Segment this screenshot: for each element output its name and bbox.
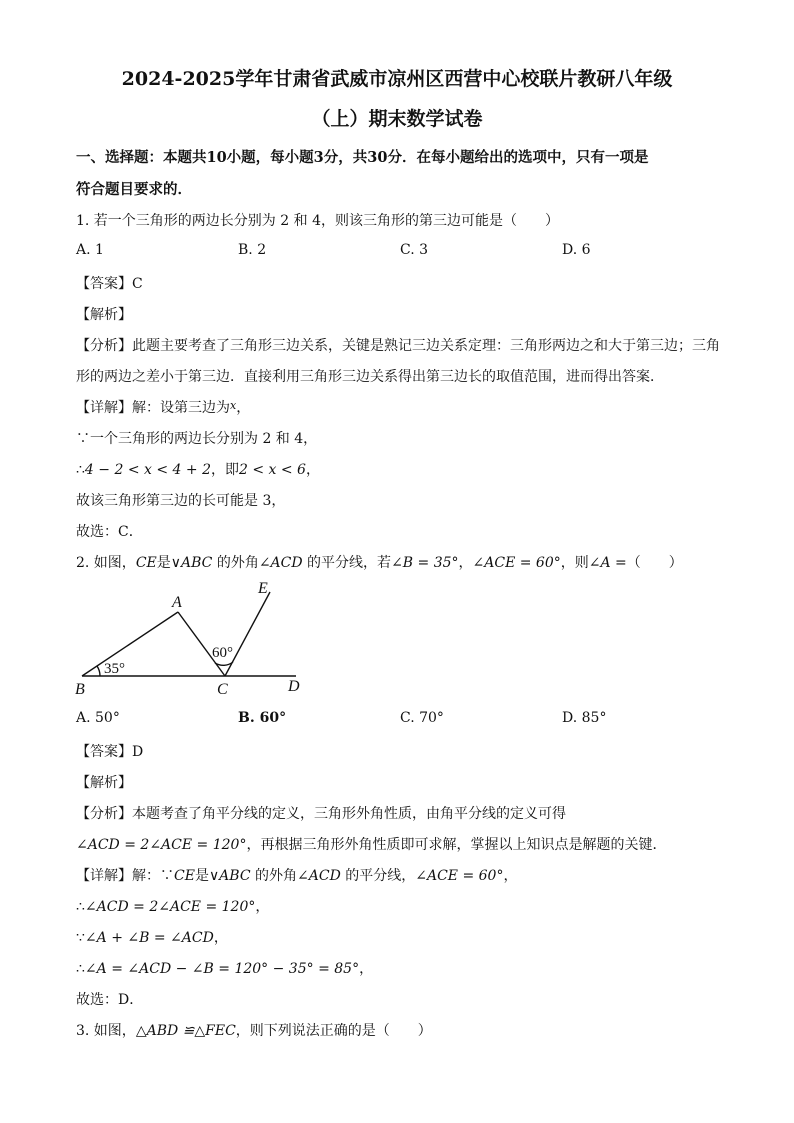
q1-detail-1-text: 【详解】解：设第三边为 (76, 400, 230, 416)
q2-detail-formula-1: ∠ACD = 2∠ACE = 120° (84, 899, 256, 915)
q1-fenxi-line1: 【分析】此题主要考查了三角形三边关系，关键是熟记三边关系定理：三角形两边之和大于第三边；三角 (76, 338, 720, 354)
q1-option-b: B. 2 (238, 242, 267, 258)
q2-detail-bisector: 的平分线， (340, 868, 416, 884)
q1-stem: 1. 若一个三角形的两边长分别为 2 和 4，则该三角形的第三边可能是（ ） (76, 213, 559, 229)
q1-detail-line5: 故选：C． (76, 524, 143, 540)
q1-detail-line2: ∵一个三角形的两边长分别为 2 和 4， (76, 431, 318, 447)
label-d: D (288, 678, 300, 695)
section-heading-line2: 符合题目要求的． (76, 181, 192, 198)
exam-title-line1: 2024-2025学年甘肃省武威市凉州区西营中心校联片教研八年级 (121, 68, 673, 90)
q2-detail-ce: CE (174, 868, 195, 884)
q2-stem-triangle: ∨ABC (170, 555, 213, 571)
q2-stem-bisector: 的平分线，若 (302, 555, 392, 571)
q1-option-a: A. 1 (76, 242, 104, 258)
q2-option-a: A. 50° (76, 710, 120, 726)
q2-detail-exterior: 的外角 (250, 868, 298, 884)
q1-inequality-1: 4 − 2 < x < 4 + 2 (84, 462, 211, 478)
q2-stem-is: 是 (156, 555, 171, 571)
q1-detail-line4: 故该三角形第三边的长可能是 3， (76, 493, 286, 509)
q2-detail-angle-ace: ∠ACE = 60° (415, 868, 504, 884)
q2-stem-then: ，则 (560, 555, 589, 571)
label-e: E (258, 580, 268, 597)
q2-detail-line5: 故选：D． (76, 992, 144, 1008)
q2-detail-prefix: 【详解】解：∵ (76, 868, 174, 884)
q2-stem-ce: CE (135, 555, 157, 571)
q2-detail-comma-2: ， (255, 899, 270, 915)
q2-option-b: B. 60° (238, 710, 287, 726)
q2-detail-line1 (76, 865, 517, 885)
q2-fenxi-line2 (76, 834, 666, 854)
q2-detail-comma-3: ， (213, 930, 228, 946)
q2-detail-formula-3: ∠A = ∠ACD − ∠B = 120° − 35° = 85° (84, 961, 360, 977)
q2-detail-line2 (76, 896, 269, 916)
q2-stem-bracket: （ ） (626, 555, 683, 571)
q2-stem-angle-ace: ∠ACE = 60° (472, 555, 561, 571)
q1-option-c: C. 3 (400, 242, 429, 258)
q1-detail-3-end: ， (305, 462, 320, 478)
q1-answer: 【答案】C (76, 276, 143, 292)
segment-ba (82, 612, 178, 676)
q2-analysis-label: 【解析】 (76, 775, 132, 791)
q2-detail-line4 (76, 958, 373, 978)
q2-detail-comma: ， (503, 868, 518, 884)
q2-stem-comma: ， (458, 555, 473, 571)
q2-detail-comma-4: ， (359, 961, 374, 977)
q3-stem-prefix: 3. 如图， (76, 1023, 136, 1039)
q2-stem-angle-a: ∠A = (588, 555, 627, 571)
q2-option-c: C. 70° (400, 710, 444, 726)
therefore-symbol: ∴ (76, 961, 85, 977)
q3-stem-text: ，则下列说法正确的是（ ） (235, 1023, 432, 1039)
q2-detail-is: 是 (194, 868, 209, 884)
q1-detail-1-var: x (230, 399, 237, 412)
q2-option-d: D. 85° (562, 710, 607, 726)
q2-detail-angle-acd: ∠ACD (297, 868, 341, 884)
label-a: A (172, 594, 182, 611)
label-b: B (75, 681, 85, 698)
q1-fenxi-line2: 形的两边之差小于第三边．直接利用三角形三边关系得出第三边长的取值范围，进而得出答案． (76, 369, 664, 385)
q3-stem (76, 1020, 432, 1040)
q1-detail-line1 (76, 397, 250, 417)
q2-fenxi-text: ，再根据三角形外角性质即可求解，掌握以上知识点是解题的关键． (246, 837, 667, 853)
angle-label-c: 60° (212, 645, 233, 661)
q1-inequality-2: 2 < x < 6 (238, 462, 306, 478)
q2-answer: 【答案】D (76, 744, 144, 760)
therefore-symbol: ∴ (76, 899, 85, 915)
because-symbol: ∵ (76, 930, 85, 946)
segment-ac (178, 612, 225, 676)
q1-detail-line3 (76, 459, 320, 479)
q2-detail-line3 (76, 927, 228, 947)
exam-title-line2: （上）期末数学试卷 (311, 108, 483, 130)
q2-detail-formula-2: ∠A + ∠B = ∠ACD (84, 930, 214, 946)
q2-triangle-figure (72, 578, 312, 700)
q2-stem-prefix: 2. 如图， (76, 555, 136, 571)
q2-stem-angle-b: ∠B = 35° (391, 555, 459, 571)
q3-congruence: △ABD ≌△FEC (135, 1023, 236, 1039)
q1-analysis-label: 【解析】 (76, 307, 132, 323)
q2-fenxi-formula: ∠ACD = 2∠ACE = 120° (76, 837, 247, 853)
therefore-symbol: ∴ (76, 462, 85, 478)
q2-stem (76, 552, 683, 572)
q1-detail-3-text: ，即 (210, 462, 239, 478)
q2-fenxi-line1: 【分析】本题考查了角平分线的定义，三角形外角性质，由角平分线的定义可得 (76, 806, 566, 822)
angle-label-b: 35° (104, 661, 125, 677)
q1-option-d: D. 6 (562, 242, 591, 258)
section-heading-line1: 一、选择题：本题共10小题，每小题3分，共30分．在每小题给出的选项中，只有一项是 (76, 149, 649, 166)
q2-stem-exterior: 的外角 (212, 555, 259, 571)
q1-detail-1-end: ， (236, 400, 251, 416)
q2-stem-angle-acd: ∠ACD (258, 555, 303, 571)
q2-detail-triangle: ∨ABC (208, 868, 251, 884)
angle-arc-b (97, 666, 100, 676)
label-c: C (217, 681, 228, 698)
